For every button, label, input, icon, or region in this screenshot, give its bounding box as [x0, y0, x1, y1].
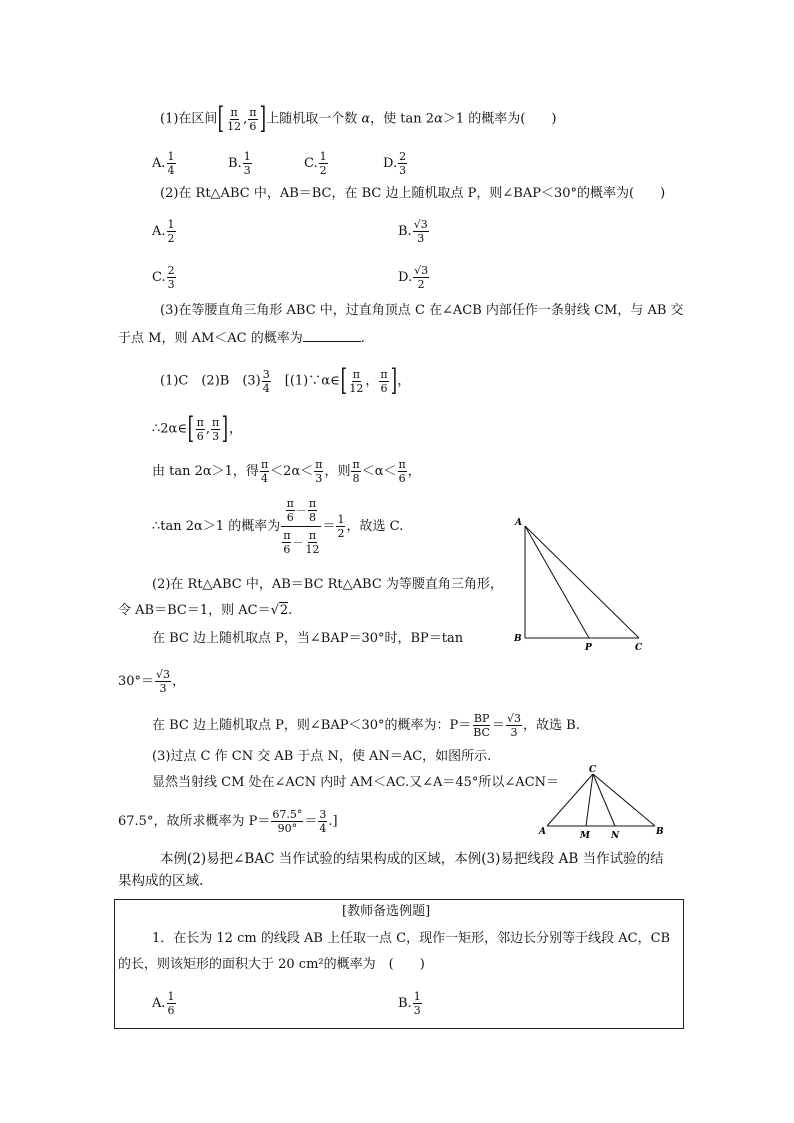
answer-blank [303, 329, 361, 342]
segment-ap [525, 526, 589, 638]
answer-p3-line2: 显然当射线 CM 处在∠ACN 内时 AM＜AC.又∠A＝45°所以∠ACN＝ [152, 775, 560, 790]
answer-p2-line1: (2)在 Rt△ABC 中，AB＝BC Rt△ABC 为等腰直角三角形， [152, 577, 503, 592]
q3-line2: 于点 M，则 AM＜AC 的概率为 . [118, 331, 365, 346]
side-ca [547, 774, 593, 826]
answer-p2-line3: 在 BC 边上随机取点 P，当∠BAP＝30°时，BP＝tan [152, 631, 464, 646]
ray-cn [593, 774, 615, 826]
q1-option-b: B. $\frac{1}{3}$ [228, 150, 251, 177]
label-a: A [539, 827, 546, 837]
q2-option-b: B. $\frac{√3}{3}$ [398, 218, 428, 245]
side-cb [593, 774, 655, 826]
answer-head: (1)C (2)B (3) $\frac{3}{4}$ [(1)∵α∈[ $\frac{\pi}{12}$ ， $\frac{\pi}{6}$ ]， [160, 363, 411, 398]
q2-option-c: C. $\frac{2}{3}$ [152, 264, 175, 291]
teacher-box-title: [教师备选例题] [342, 904, 431, 919]
answer-p3-line1: (3)过点 C 作 CN 交 AB 于点 N，使 AN＝AC，如图所示. [152, 749, 492, 764]
answer-line2: ∴2α∈[ $\frac{\pi}{6}$ , $\frac{\pi}{3}$ ]， [152, 411, 243, 446]
q2-stem: (2)在 Rt△ABC 中，AB＝BC，在 BC 边上随机取点 P，则∠BAP＜30°的概率为( ) [160, 186, 666, 201]
teacher-option-a: A. $\frac{1}{6}$ [152, 990, 175, 1017]
interval-right: $\frac{\pi}{6}$ [249, 105, 257, 133]
triangle-amnb-figure [535, 762, 675, 842]
label-b: B [514, 634, 522, 644]
probability-compound-fraction: $\frac{\pi}{6}$ － $\frac{\pi}{8}$ $\frac{\pi}{6}$ － $\frac{\pi}{12}$ [283, 497, 320, 556]
q1-option-c: C. $\frac{1}{2}$ [304, 150, 327, 177]
label-p: P [585, 643, 592, 653]
ray-cm [586, 774, 593, 826]
answer-p3-line3: 67.5°，故所求概率为 P＝ $\frac{67.5^\circ}{90^\circ}$ ＝ $\frac{3}{4}$ .] [118, 808, 338, 835]
q3-line1: (3)在等腰直角三角形 ABC 中，过直角顶点 C 在∠ACB 内部任作一条射线 CM，与 AB 交 [160, 303, 684, 318]
label-m: M [580, 831, 590, 841]
triangle-abp-figure [505, 510, 655, 660]
label-a: A [515, 518, 522, 528]
q1-stem: (1)在区间[ $\frac{\pi}{12}$ , $\frac{\pi}{6}$ ]上随机取一个数 α，使 tan 2α＞1 的概率为( ) [160, 101, 557, 136]
q1-option-d: D. $\frac{2}{3}$ [383, 150, 407, 177]
q1-option-a: A. $\frac{1}{4}$ [152, 150, 175, 177]
side-ac [525, 526, 639, 638]
note-line1: 本例(2)易把∠BAC 当作试验的结果构成的区域，本例(3)易把线段 AB 当作试验的结 [160, 851, 664, 867]
teacher-option-b: B. $\frac{1}{3}$ [398, 990, 421, 1017]
q2-option-d: D. $\frac{√3}{2}$ [398, 264, 429, 291]
label-c: C [635, 643, 643, 653]
label-n: N [611, 831, 620, 841]
label-b: B [656, 827, 664, 837]
interval-left: $\frac{\pi}{12}$ [227, 105, 242, 133]
note-line2: 果构成的区域. [118, 873, 204, 889]
answer-p2-line2: 令 AB＝BC＝1，则 AC＝√2. [118, 603, 293, 618]
answer-line4: ∴tan 2α＞1 的概率为 $\frac{\pi}{6}$ － $\frac{\pi}{8}$ $\frac{\pi}{6}$ － $\frac{\pi}{12}$ ＝ $\frac{1}{2}$ ，故选 C. [152, 497, 404, 556]
answer-p2-line5: 在 BC 边上随机取点 P，则∠BAP＜30°的概率为：P＝ $\frac{BP}{BC}$ ＝ $\frac{√3}{3}$ ，故选 B. [152, 712, 580, 739]
q2-option-a: A. $\frac{1}{2}$ [152, 218, 175, 245]
label-c: C [589, 765, 597, 775]
teacher-box-line1: 1．在长为 12 cm 的线段 AB 上任取一点 C，现作一矩形，邻边长分别等于线段 AC，CB [152, 931, 671, 946]
answer-p2-line4: 30°＝ $\frac{√3}{3}$ ， [118, 668, 186, 695]
answer-line3: 由 tan 2α＞1，得 $\frac{\pi}{4}$ ＜2α＜ $\frac{\pi}{3}$ ，则 $\frac{\pi}{8}$ ＜α＜ $\frac{\pi}{6}$ ， [152, 458, 421, 485]
teacher-box-line2: 的长，则该矩形的面积大于 20 cm²的概率为 ( ) [118, 957, 425, 972]
